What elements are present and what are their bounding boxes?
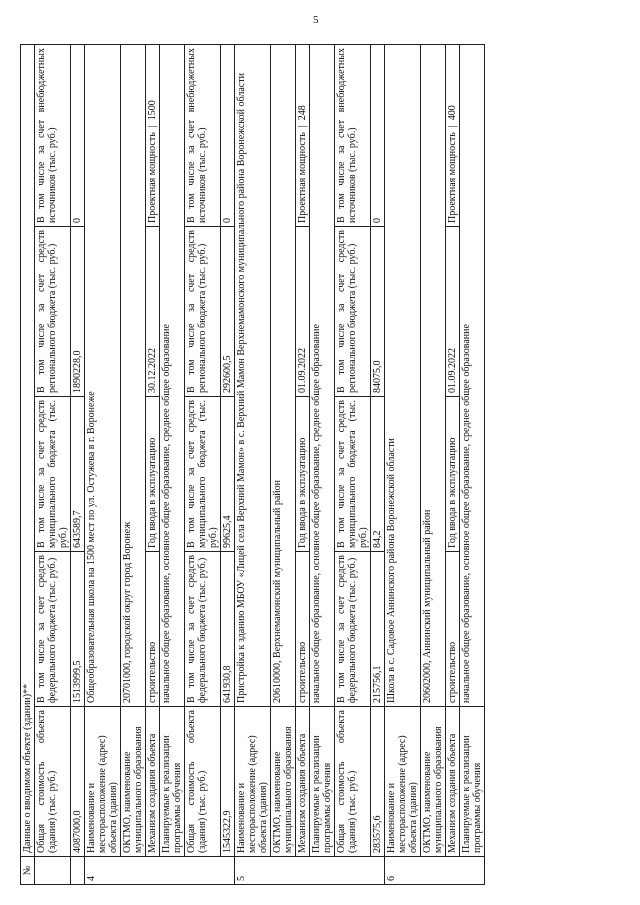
year-value: 01.09.2022	[296, 227, 310, 397]
year-value: 01.09.2022	[446, 227, 460, 397]
cost-values-row	[71, 44, 85, 884]
empty-cell	[71, 857, 85, 885]
oktmo-value: 20701000, городской округ город Воронеж	[121, 44, 146, 706]
cost-federal-value: 215756,1	[371, 552, 385, 707]
programs-label: Планируемые к реализации программы обучения	[460, 707, 485, 857]
programs-value: начальное общее образование, основное общее образование, среднее общее образование	[310, 44, 335, 706]
name-label: Наименование и месторасположение (адрес) объекта (здания)	[85, 707, 121, 857]
mechanism-row	[146, 44, 160, 884]
capacity-cell: Проектная мощность | 248	[296, 44, 310, 226]
cost-federal-value: 641930,8	[221, 552, 235, 707]
table-header-row	[21, 44, 35, 884]
cost-federal-header: В том числе за счет средств федерального бюджета (тыс. руб.)	[335, 552, 371, 707]
cost-municipal-value: 99625,4	[221, 397, 235, 552]
capacity-label: Проектная мощность	[447, 132, 458, 223]
cost-regional-value: 84075,0	[371, 227, 385, 397]
programs-label: Планируемые к реализации программы обучения	[160, 707, 185, 857]
mechanism-row	[446, 44, 460, 884]
object-number: 5	[235, 857, 385, 885]
mechanism-label: Механизм создания объекта	[146, 707, 160, 857]
year-label: Год ввода в эксплуатацию	[446, 397, 460, 552]
year-label: Год ввода в эксплуатацию	[146, 397, 160, 552]
capacity-cell: Проектная мощность | 400	[446, 44, 460, 226]
oktmo-value: 20610000, Верхнемамонский муниципальный район	[271, 44, 296, 706]
oktmo-label: ОКТМО, наименование муниципального образования	[421, 707, 446, 857]
object-row	[85, 44, 121, 884]
cost-header-row	[335, 44, 371, 884]
capacity-value: 1500	[147, 100, 158, 121]
oktmo-row	[421, 44, 446, 884]
cost-total-value: 4087000,0	[71, 707, 85, 857]
objects-table	[20, 44, 485, 885]
mechanism-label: Механизм создания объекта	[296, 707, 310, 857]
object-row	[385, 44, 421, 884]
cost-header-row	[35, 44, 71, 884]
oktmo-label: ОКТМО, наименование муниципального образования	[121, 707, 146, 857]
year-label: Год ввода в эксплуатацию	[296, 397, 310, 552]
cost-total-header: Общая стоимость объекта (здания) (тыс. руб.)	[185, 707, 221, 857]
object-name: Школа в с. Садовое Аннинского района Воронежской области	[385, 44, 421, 706]
oktmo-row	[121, 44, 146, 884]
capacity-label: Проектная мощность	[297, 132, 308, 223]
cost-regional-value: 1890228,0	[71, 227, 85, 397]
object-name: Общеобразовательная школа на 1500 мест по ул. Остужева в г. Воронеже	[85, 44, 121, 706]
year-value: 30.12.2022	[146, 227, 160, 397]
mechanism-value: строительство	[296, 552, 310, 707]
cost-federal-header: В том числе за счет средств федерального бюджета (тыс. руб.)	[35, 552, 71, 707]
programs-row	[310, 44, 335, 884]
name-label: Наименование и месторасположение (адрес) объекта (здания)	[235, 707, 271, 857]
cost-offbudget-header: В том числе за счет внебюджетных источников (тыс. руб.)	[35, 44, 71, 226]
mechanism-row	[296, 44, 310, 884]
object-number: 6	[385, 857, 485, 885]
object-number: 4	[85, 857, 235, 885]
oktmo-value: 20602000, Аннинский муниципальный район	[421, 44, 446, 706]
programs-row	[160, 44, 185, 884]
capacity-value: 248	[297, 105, 308, 121]
page-number: 5	[313, 14, 319, 26]
name-label: Наименование и месторасположение (адрес) объекта (здания)	[385, 707, 421, 857]
empty-cell	[35, 857, 71, 885]
cost-federal-header: В том числе за счет средств федерального бюджета (тыс. руб.)	[185, 552, 221, 707]
oktmo-label: ОКТМО, наименование муниципального образования	[271, 707, 296, 857]
cost-offbudget-value: 0	[71, 44, 85, 226]
cost-regional-value: 292600,5	[221, 227, 235, 397]
cost-municipal-value: 84,2	[371, 397, 385, 552]
header-title: Данные о вводимом объекте (здании)**	[21, 44, 35, 856]
capacity-label: Проектная мощность	[147, 132, 158, 223]
cost-municipal-header: В том числе за счет средств муниципального бюджета (тыс. руб.)	[185, 397, 221, 552]
cost-values-row	[221, 44, 235, 884]
cost-header-row	[185, 44, 221, 884]
cost-municipal-header: В том числе за счет средств муниципального бюджета (тыс. руб.)	[35, 397, 71, 552]
cost-regional-header: В том числе за счет средств регионального бюджета (тыс. руб.)	[35, 227, 71, 397]
programs-row	[460, 44, 485, 884]
cost-municipal-header: В том числе за счет средств муниципального бюджета (тыс. руб.)	[335, 397, 371, 552]
cost-total-value: 1545322,9	[221, 707, 235, 857]
rotated-table	[20, 45, 620, 885]
cost-offbudget-header: В том числе за счет внебюджетных источников (тыс. руб.)	[335, 44, 371, 226]
mechanism-value: строительство	[446, 552, 460, 707]
programs-value: начальное общее образование, основное общее образование, среднее общее образование	[160, 44, 185, 706]
cost-municipal-value: 643589,7	[71, 397, 85, 552]
mechanism-label: Механизм создания объекта	[446, 707, 460, 857]
capacity-value: 400	[447, 105, 458, 121]
header-no: №	[21, 857, 35, 885]
cost-offbudget-value: 0	[221, 44, 235, 226]
cost-regional-header: В том числе за счет средств регионального бюджета (тыс. руб.)	[185, 227, 221, 397]
cost-total-value: 283575,6	[371, 707, 385, 857]
cost-total-header: Общая стоимость объекта (здания) (тыс. руб.)	[335, 707, 371, 857]
cost-offbudget-value: 0	[371, 44, 385, 226]
cost-federal-value: 1513999,5	[71, 552, 85, 707]
mechanism-value: строительство	[146, 552, 160, 707]
cost-regional-header: В том числе за счет средств регионального бюджета (тыс. руб.)	[335, 227, 371, 397]
programs-label: Планируемые к реализации программы обучения	[310, 707, 335, 857]
programs-value: начальное общее образование, основное общее образование, среднее общее образование	[460, 44, 485, 706]
cost-offbudget-header: В том числе за счет внебюджетных источников (тыс. руб.)	[185, 44, 221, 226]
object-row	[235, 44, 271, 884]
object-name: Пристройка к зданию МБОУ «Лицей села Верхний Мамон» в с. Верхний Мамон Верхнемамонского муниципального района Воронежской области	[235, 44, 271, 706]
oktmo-row	[271, 44, 296, 884]
capacity-cell: Проектная мощность | 1500	[146, 44, 160, 226]
cost-values-row	[371, 44, 385, 884]
cost-total-header: Общая стоимость объекта (здания) (тыс. руб.)	[35, 707, 71, 857]
